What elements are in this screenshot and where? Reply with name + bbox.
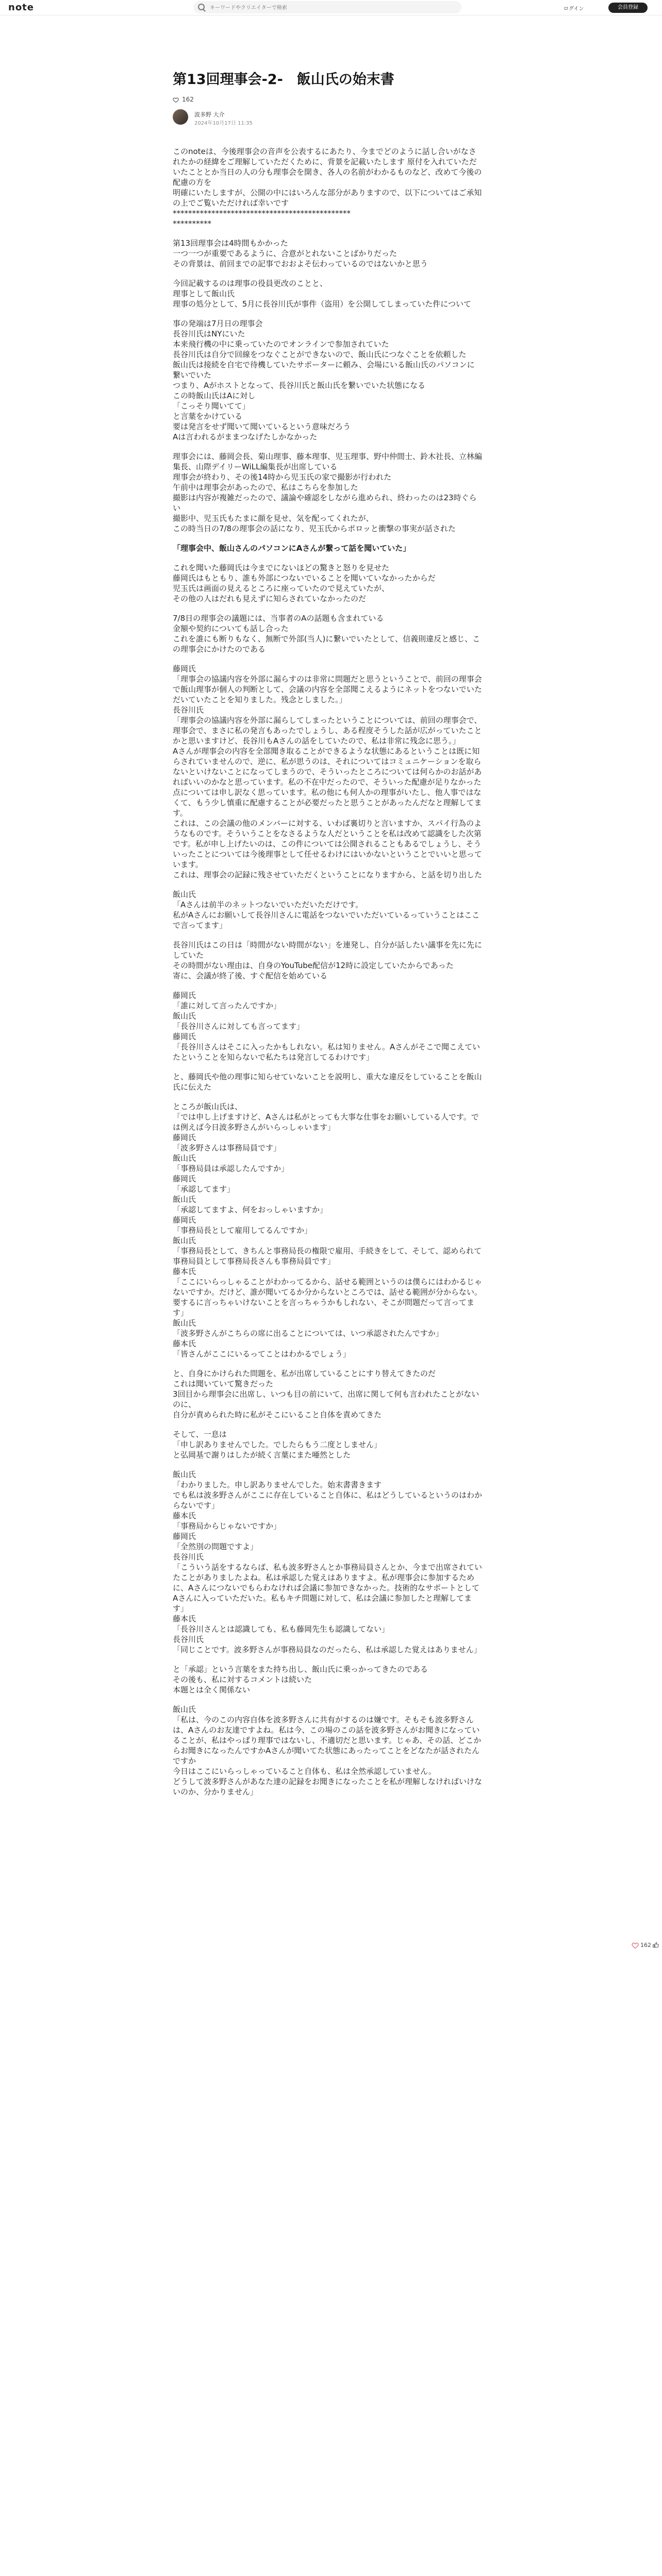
search-input[interactable] bbox=[209, 3, 453, 13]
login-link[interactable]: ログイン bbox=[564, 6, 584, 12]
paragraph: 今回記載するのは理事の役員更改のことと、 理事として飯山氏 理事の処分として、5月に長谷川氏が事件（盗用）を公開してしまっていた件について bbox=[173, 279, 471, 309]
paragraph: 7/8日の理事会の議題には、当事者のAの話題も含まれている 金額や契約についても話し合った これを誰にも断りもなく、無断で外部(当人)に繋いでいたとして、信義則違反と感じ、この理事会にかけたのである bbox=[173, 614, 481, 654]
post-date: 2024年10月17日 11:35 bbox=[194, 121, 253, 126]
paragraph: 長谷川氏はこの日は「時間がない時間がない」を連発し、自分が話したい議事を先に先にしていた その時間がない理由は、自身のYouTube配信が12時に設定していたからであった 寄に、会議が終了後、すぐ配信を始めている bbox=[173, 940, 483, 980]
paragraph: そして、一息は 「申し訳ありませんでした。でしたらもう二度としません」 と弘岡基で謝りはしたが続く言葉にまた唖然とした bbox=[173, 1430, 382, 1460]
article-title: 第13回理事会-2- 飯山氏の始末書 bbox=[173, 72, 394, 88]
paragraph: と、自身にかけられた問題を、私が出席していることにすり替えてきたのだ これは聞いていて驚きだった 3回目から理事会に出席し、いつも目の前にいて、出席に関して何も言われたことがないのに、 自分が責められた時に私がそこにいること自体を責めてきた bbox=[173, 1369, 479, 1419]
paragraph: と「承認」という言葉をまた持ち出し、飯山氏に乗っかってきたのである その後も、私に対するコメントは続いた 本題とは全く関係ない bbox=[173, 1665, 428, 1694]
thumbs-up-icon[interactable] bbox=[652, 1941, 659, 1948]
search-box[interactable] bbox=[193, 1, 461, 13]
like-summary bbox=[173, 94, 482, 105]
paragraph: 飯山氏 「私は、今のこの内容自体を波多野さんに共有がするのは嫌です。そもそも波多野さんは、Aさんのお友達ですよね。私は今、この場のこの話を波多野さんがお聞きになっていることが、私はやっぱり理事ではないし、不適切だと思います。じゃあ、その話、どこからお聞きになったんですかAさんが聞いてた状態にあったってことをどなたが話されたんですか 今日はここにいらっしゃっていること自体も、私は全然承認していません。 どうして波多野さんがあなた達の記録をお聞きになったことを私が理解しなければいけないのか、分かりません」 bbox=[173, 1705, 483, 1797]
paragraph: 藤岡氏 「理事会の協議内容を外部に漏らすのは非常に問題だと思うということで、前回の理事会で飯山理事が個人の判断として、会議の内容を全部聞こえるようにネットをつないでいただいていたことを知りました。残念としました。」 長谷川氏 「理事会の協議内容を外部に漏らしてしまったということについては、前回の理事会で、理事会で、まさに私の発言もあったでしょうし、ある程度そうした話が広がっていたことかと思いますけど、長谷川もAさんの話をしていたので、私は非常に残念に思う。」 Aさんが理事会の内容を全部聞き取ることができるような状態にあるということは既に知らされていませんので、逆に、私が思うのは、それについてはコミュニケーションを取らないといけないことになってしまうので、そういったところについては何らかのお話があればいいのかなと思っています。私の不在中だったので、そういった配慮が足りなかった点については申し訳なく思っています。私の他にも何人かの理事がいたし、他人事ではなくて、もう少し慎重に配慮することが必要だったと思うことがあったんだなと理解してます。 これは、この会議の他のメンバーに対する、いわば裏切りと言いますか、スパイ行為のようなものです。そういうことをなさるような人だということを私は改めて認識をした次第です。私が申し上げたいのは、この件については公開されることもあるでしょうし、そういったことについては今後理事として任せるわけにはいかないということでいいと思っています。 これは、理事会の記録に残させていただくということになりますから、と話を切り出した bbox=[173, 664, 483, 879]
floating-actions bbox=[632, 1940, 657, 1951]
paragraph: ところが飯山氏は、 「では申し上げますけど、Aさんは私がとっても大事な仕事をお願いしている人です。では例えば今日波多野さんがいらっしゃいます」 藤岡氏 「波多野さんは事務局員です」 飯山氏 「事務局員は承認したんですか」 藤岡氏 「承認してます」 飯山氏 「承認してますよ、何をおっしゃいますか」 藤岡氏 「事務局長として雇用してるんですか」 飯山氏 「事務局長として、きちんと事務局長の権限で雇用、手続きをして、そして、認められて事務局員として事務局長さんも事務局員です」 藤本氏 「ここにいらっしゃることがわかってるから、話せる範囲というのは僕らにはわかるじゃないですか。だけど、誰が聞いてるか分からないところでは、話せる範囲が分からない。要するに言っちゃいけないことを言っちゃうかもしれない、そこが問題だって言ってます」 飯山氏 「波多野さんがこちらの席に出ることについては、いつ承認されたんですか」 藤本氏 「皆さんがここにいるってことはわかるでしょう」 bbox=[173, 1102, 483, 1359]
article bbox=[173, 70, 482, 1806]
author-block[interactable] bbox=[173, 107, 482, 128]
heart-icon[interactable] bbox=[632, 1942, 639, 1949]
paragraph: 事の発端は7月日の理事会 長谷川氏はNYにいた 本来飛行機の中に乗っていたのでオンラインで参加されていた 長谷川氏は自分で回線をつなぐことができないので、飯山氏につなぐことを依頼した 飯山氏は接続を自宅で待機していたサポーターに頼み、会場にいる飯山氏のパソコンに繋いでいた つまり、Aがホストとなって、長谷川氏と飯山氏を繋いでいた状態になる この時飯山氏はAに対し 「こっそり聞いてて」 と言葉をかけている 要は発言をせず聞いて聞いているという意味だろう Aは言われるがままつなげたしかなかった bbox=[173, 319, 475, 442]
paragraph: 「理事会中、飯山さんのパソコンにAさんが繋って話を聞いていた」 bbox=[173, 544, 411, 553]
floating-like-count: 162 bbox=[640, 1942, 651, 1948]
paragraph: 第13回理事会は4時間もかかった 一つ一つが重要であるように、合意がとれないことばかりだった その背景は、前回までの記事でおおよそ伝わっているのではないかと思う bbox=[173, 239, 428, 268]
paragraph: 藤岡氏 「誰に対して言ったんですか」 飯山氏 「長谷川さんに対しても言ってます」 藤岡氏 「長谷川さんはそこに入ったかもしれない。私は知りません。Aさんがそこで聞こえていたということを知らないで私たちは発言してるわけです」 bbox=[173, 991, 481, 1062]
author-name[interactable]: 波多野 大介 bbox=[194, 111, 225, 118]
top-navigation-bar bbox=[0, 0, 662, 15]
paragraph: 理事会には、藤岡会長、菊山理事、藤本理事、児玉理事、野中仲間士、鈴木社長、立林編集長、山際デイリーWiLL編集長が出席している 理事会が終わり、その後14時から児玉氏の家で撮影が行われた 午前中は理事会があったので、私はこちらを参加した 撮影は内容が複雑だったので、議論や確認をしながら進められ、終わったのは23時ぐらい 撮影中、児玉氏もたまに顔を見せ、気を配ってくれたが、 この時当日の7/8の理事会の話になり、児玉氏からポロッと衝撃の事実が話された bbox=[173, 452, 483, 533]
paragraph: と、藤岡氏や他の理事に知らせていないことを説明し、重大な違反をしていることを飯山氏に伝えた bbox=[173, 1072, 482, 1092]
heart-icon[interactable] bbox=[173, 97, 179, 103]
paragraph: 飯山氏 「わかりました。申し訳ありませんでした。始末書書きます でも私は波多野さんがここに存在していること自体に、私はどうしているというのはわからないです」 藤本氏 「事務局からじゃないですか」 藤岡氏 「全然別の問題ですよ」 長谷川氏 「こういう話をするならば、私も波多野さんとか事務局員さんとか、今まで出席されていたことがありましたよね。私は承認した覚えはありますよ。私が理事会に参加するために、Aさんにつないでもらわなければ会議に参加できなかった。技術的なサポートとしてAさんに入っていただいた。私もキチ問題に対して、私は会議に参加したと理解してます」 藤本氏 「長谷川さんとは認識しても、私も藤岡先生も認識してない」 長谷川氏 「同じことです。波多野さんが事務局員なのだったら、私は承認した覚えはありません」 bbox=[173, 1470, 483, 1654]
search-icon bbox=[198, 4, 205, 10]
paragraph: 飯山氏 「Aさんは前半のネットつないでいただいただけです。 私がAさんにお願いして長谷川さんに電話をつないでいただいているっていうことはここで言ってます」 bbox=[173, 890, 480, 930]
note-logo[interactable]: note bbox=[8, 2, 34, 13]
like-count: 162 bbox=[182, 96, 194, 103]
paragraph: このnoteは、今後理事会の音声を公表するにあたり、今までどのように話し合いがなされたかの経緯をご理解していただくために、背景を記載いたします 原付を入れていただいたこととか当日の人の分も理事会を開き、各人の名前がわかるものなど、改めて今後の配慮の方を 明確にいたしますが、公開の中にはいろんな部分がありますので、以下についてはご承知の上でご覧いただければ幸いです ********************************************** ********** bbox=[173, 147, 482, 228]
paragraph: これを聞いた藤岡氏は今までにないほどの驚きと怒りを見せた 藤岡氏はもともり、誰も外部につないでいることを聞いていなかったからだ 児玉氏は画面の見えるところに座っていたので見えていたが、 その他の人はだれも見えずに知らされていなかったのだ bbox=[173, 563, 436, 603]
signup-button[interactable]: 会員登録 bbox=[608, 3, 648, 13]
author-avatar[interactable] bbox=[173, 109, 188, 125]
article-body bbox=[173, 146, 482, 1797]
